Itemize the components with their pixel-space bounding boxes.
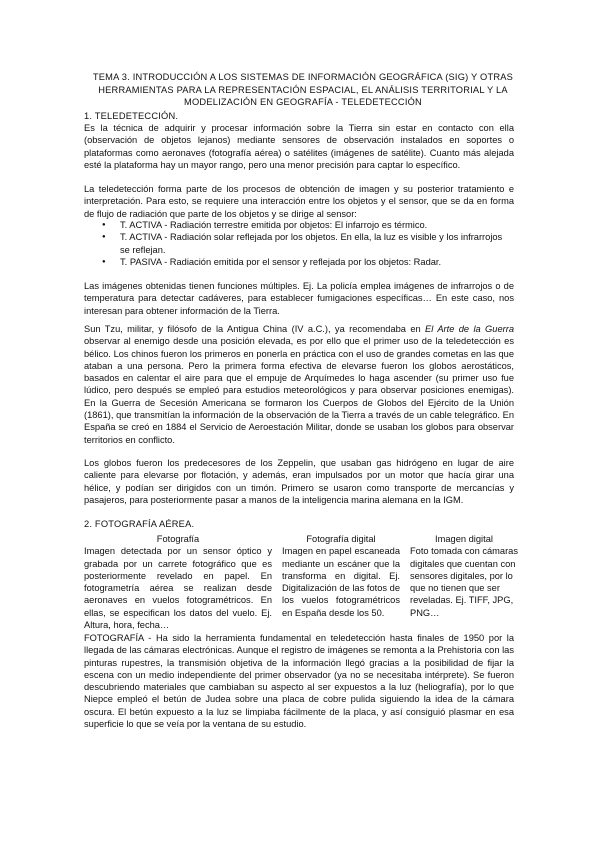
section-heading-teledeteccion: 1. TELEDETECCIÓN.	[84, 111, 179, 121]
column-heading: Imagen digital	[435, 534, 493, 544]
column-heading: Fotografía digital	[306, 534, 376, 544]
radiation-types-list	[84, 219, 514, 268]
list-item: ● T. PASIVA - Radiación emitida por el sensor y reflejada por los objetos: Radar.	[84, 256, 514, 268]
paragraph-zeppelin: Los globos fueron los predecesores de los Zeppelin, que usaban gas hidrógeno en lugar de aire caliente para elevarse por flotación, y además, eran impulsados por un motor que hacía girar una hélice, y podían ser dirigidos con un timón. Primero se usaron como transporte de mercancías y pasajeros, para posteriormente pasar a manos de la inteligencia marina alemana en la IGM.	[84, 458, 514, 505]
book-title: El Arte de la Guerra	[425, 324, 514, 334]
paragraph-process: La teledetección forma parte de los procesos de obtención de imagen y su posterior tratamiento e interpretación. Para esto, se requiere una interacción entre los objetos y el sensor, que se da en forma de flujo de radiación que parte de los objetos y se dirige al sensor:	[84, 184, 514, 219]
column-text: Imagen en papel escaneada mediante un escáner que la transforma en digital. Ej. Digitalización de las fotos de los vuelos fotogramétricos en España desde los 50.	[282, 546, 400, 618]
paragraph-uses: Las imágenes obtenidas tienen funciones múltiples. Ej. La policía emplea imágenes de infrarrojos o de temperatura para detectar cadáveres, para establecer fumigaciones específicas… En este caso, nos interesan para obtener información de la Tierra.	[84, 281, 514, 316]
list-item: ● T. ACTIVA - Radiación solar reflejada por los objetos. En ella, la luz es visible y los infrarrojos se reflejan.	[84, 231, 514, 256]
fotografia-text: - Ha sido la herramienta fundamental en teledetección hasta finales de 1950 por la llegada de las cámaras electrónicas. Aunque el registro de imágenes se remonta a la Prehistoria con las pinturas rupestres, la transmisión objetiva de la información llegó gracias a la posibilidad de fijar la escena con un medio independiente del primer observador (ya no se necesitaba intérprete). Se fueron descubriendo materiales que cambiaban su aspecto al ser expuestos a la luz (heliografía), por lo que Niepce empleó el betún de Judea sobre una placa de cobre pulida siguiendo la idea de la cámara oscura. El betún expuesto a la luz se limpiaba fácilmente de la placa, y así consiguió plasmar en esa superficie lo que se veía por la ventana de su estudio.	[84, 633, 514, 730]
history-text-end: observar al enemigo desde una posición elevada, es por ello que el primer uso de la teledetección es bélico. Los chinos fueron los primeros en ponerla en práctica con el uso de grandes cometas en las que ataban a una persona. Pero la primera forma efectiva de elevarse fueron los globos aerostáticos, basados en calentar el aire para que el empuje de Arquímedes lo haga ascender (su primer uso fue lúdico, pero después se empleó para estudios meteorológicos y para observar posiciones enemigas). En la Guerra de Secesión Americana se formaron los Cuerpos de Globos del Ejército de la Unión (1861), que transmitían la información de la observación de la Tierra a través de un cable telegráfico. En España se creó en 1884 el Servicio de Aeroestación Militar, donde se usaban los globos para observar territorios en conflicto.	[84, 336, 514, 445]
column-heading: Fotografía	[156, 534, 200, 544]
list-item: ● T. ACTIVA - Radiación terrestre emitida por objetos: El infarrojo es térmico.	[84, 219, 514, 231]
section-heading-fotografia-aerea: 2. FOTOGRAFÍA AÉREA.	[84, 519, 195, 529]
column-text: Imagen detectada por un sensor óptico y grabada por un carrete fotográfico que es posteriormente revelado en papel. En fotogrametría aérea se realizan desde aeronaves en vuelos fotogramétricos. En ellas, se especifican los datos del vuelo. Ej. Altura, hora, fecha…	[84, 546, 272, 631]
history-text-start: Sun Tzu, militar, y filósofo de la Antigua China (IV a.C.), ya recomendaba en	[84, 324, 426, 334]
column-text: Foto tomada con cámaras digitales que cuentan con sensores digitales, por lo que no tienen que ser reveladas. Ej. TIFF, JPG, PNG…	[410, 546, 518, 618]
document-title: TEMA 3. INTRODUCCIÓN A LOS SISTEMAS DE INFORMACIÓN GEOGRÁFICA (SIG) Y OTRAS HERRAMIENTAS PARA LA REPRESENTACIÓN ESPACIAL, EL ANÁLISIS TERRITORIAL Y LA MODELIZACIÓN EN GEOGRAFÍA - TELEDETECCIÓN	[92, 72, 514, 107]
column-imagen-digital	[410, 533, 518, 619]
fotografia-lead: FOTOGRAFÍA	[84, 633, 144, 643]
paragraph-fotografia	[84, 632, 514, 730]
column-fotografia-digital	[282, 533, 400, 619]
paragraph-definition: Es la técnica de adquirir y procesar información sobre la Tierra sin estar en contacto con ella (observación de objetos lejanos) mediante sensores de observación instalados en soportes o plataformas como aeronaves (fotografía aérea) o satélites (imágenes de satélite). Cuanto más alejada esté la plataforma hay un mayor rango, pero una menor precisión para captar lo específico.	[84, 123, 514, 170]
column-fotografia	[84, 533, 272, 631]
paragraph-history	[84, 323, 514, 446]
